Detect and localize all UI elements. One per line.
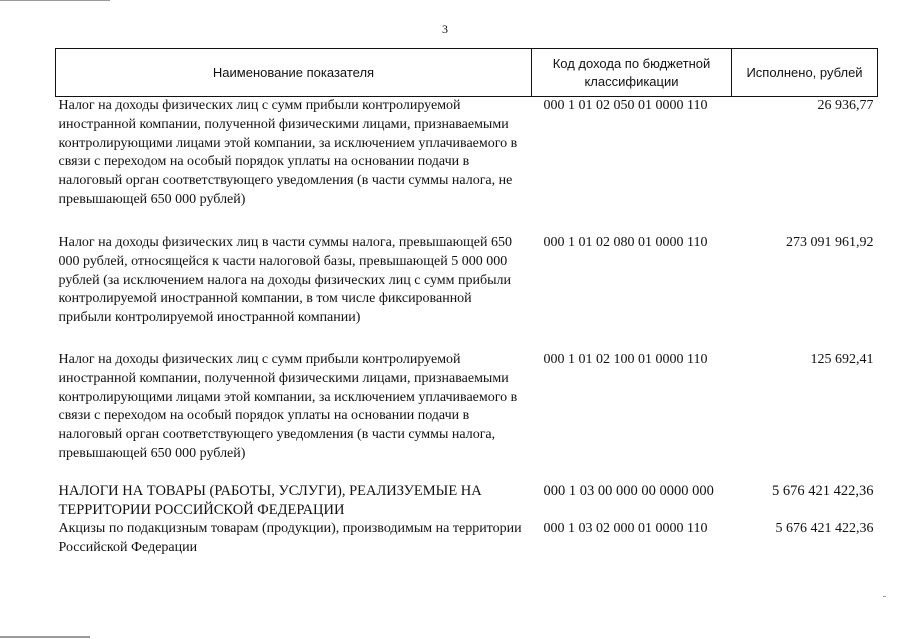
scan-artifact-bottom-left	[0, 636, 90, 638]
budget-code: 000 1 01 02 100 01 0000 110	[543, 352, 708, 367]
budget-code: 000 1 01 02 050 01 0000 110	[543, 98, 708, 113]
table-row	[56, 234, 878, 351]
scan-artifact-bottom-right	[883, 596, 886, 597]
table-row	[56, 520, 878, 560]
executed-amount: 5 676 421 422,36	[772, 483, 874, 499]
budget-code: 000 1 03 00 000 00 0000 000	[543, 483, 714, 499]
executed-amount: 273 091 961,92	[786, 235, 874, 250]
indicator-name: НАЛОГИ НА ТОВАРЫ (РАБОТЫ, УСЛУГИ), РЕАЛИЗУЕМЫЕ НА ТЕРРИТОРИИ РОССИЙСКОЙ ФЕДЕРАЦИИ	[58, 483, 482, 518]
table-row	[56, 351, 878, 482]
table-row	[56, 97, 878, 235]
indicator-name: Налог на доходы физических лиц с сумм прибыли контролируемой иностранной компании, полученной физическими лицами, признаваемыми контролирующими лицами этой компании, за исключением уплачиваемого в связи с переходом на особый порядок уплаты на основании подачи в налоговый орган соответствующего уведомления (в части суммы налога, превышающей 650 000 рублей)	[58, 352, 518, 461]
scan-artifact-top-left	[0, 0, 110, 1]
budget-execution-table	[55, 48, 878, 560]
header-budget-code: Код дохода по бюджетной классификации	[532, 49, 732, 97]
header-indicator-name: Наименование показателя	[56, 49, 532, 97]
table-row	[56, 482, 878, 520]
executed-amount: 26 936,77	[817, 98, 874, 113]
executed-amount: 125 692,41	[810, 352, 874, 367]
indicator-name: Налог на доходы физических лиц в части суммы налога, превышающей 650 000 рублей, относящейся к части налоговой базы, превышающей 5 000 000 рублей (за исключением налога на доходы физических лиц с сумм прибыли контролируемой иностранной компании, в том числе фиксированной прибыли контролируемой иностранной компании)	[58, 235, 513, 326]
executed-amount: 5 676 421 422,36	[775, 521, 874, 536]
indicator-name: Налог на доходы физических лиц с сумм прибыли контролируемой иностранной компании, полученной физическими лицами, признаваемыми контролирующими лицами этой компании, за исключением уплачиваемого в связи с переходом на особый порядок уплаты на основании подачи в налоговый орган соответствующего уведомления (в части суммы налога, не превышающей 650 000 рублей)	[58, 98, 518, 207]
budget-code: 000 1 03 02 000 01 0000 110	[543, 521, 708, 536]
indicator-name: Акцизы по подакцизным товарам (продукции), производимым на территории Российской Федерации	[58, 521, 522, 555]
header-executed-amount: Исполнено, рублей	[732, 49, 878, 97]
budget-code: 000 1 01 02 080 01 0000 110	[543, 235, 708, 250]
table-header-row	[56, 49, 878, 97]
page-number: 3	[442, 22, 448, 36]
